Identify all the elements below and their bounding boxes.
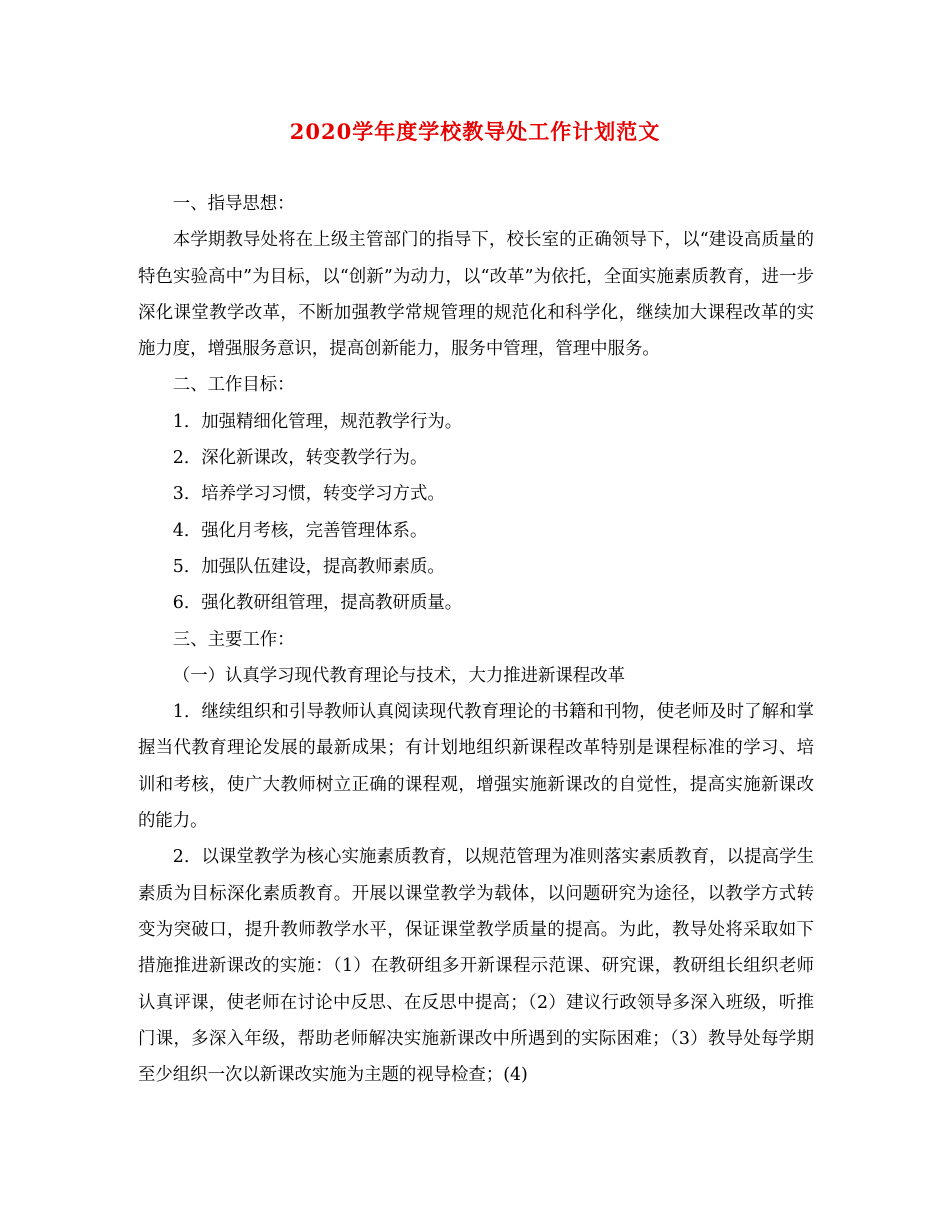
goal-item: 3．培养学习习惯，转变学习方式。 bbox=[172, 484, 445, 505]
section2-heading: 二、工作目标： bbox=[172, 375, 295, 396]
section1-paragraph: 本学期教导处将在上级主管部门的指导下，校长室的正确领导下，以“建设高质量的特色实验高中”为目标，以“创新”为动力，以“改革”为依托，全面实施素质教育，进一步深化课堂教学改革，不断加强教学常规管理的规范化和科学化，继续加大课程改革的实施力度，增强服务意识，提高创新能力，服务中管理，管理中服务。 bbox=[138, 230, 814, 360]
document-body bbox=[138, 186, 814, 1093]
subsection1-heading: （一）认真学习现代教育理论与技术，大力推进新课程改革 bbox=[172, 665, 625, 686]
section3-heading: 三、主要工作： bbox=[172, 629, 295, 650]
goal-item: 5．加强队伍建设，提高教师素质。 bbox=[172, 556, 445, 577]
work-item-2: 2．以课堂教学为核心实施素质教育，以规范管理为准则落实素质教育，以提高学生素质为目标深化素质教育。开展以课堂教学为载体，以问题研究为途径，以教学方式转变为突破口，提升教师教学水平，保证课堂教学质量的提高。为此，教导处将采取如下措施推进新课改的实施：（1）在教研组多开新课程示范课、研究课，教研组长组织老师认真评课，使老师在讨论中反思、在反思中提高；（2）建议行政领导多深入班级，听推门课，多深入年级，帮助老师解决实施新课改中所遇到的实际困难；（3）教导处每学期至少组织一次以新课改实施为主题的视导检查；(4) bbox=[138, 847, 814, 1086]
goal-item: 6．强化教研组管理，提高教研质量。 bbox=[172, 593, 463, 614]
document-title: 2020学年度学校教导处工作计划范文 bbox=[289, 119, 661, 144]
section1-heading: 一、指导思想： bbox=[172, 194, 295, 214]
goal-item: 2．深化新课改，转变教学行为。 bbox=[172, 448, 428, 469]
goal-item: 4．强化月考核，完善管理体系。 bbox=[172, 520, 428, 541]
goal-item: 1．加强精细化管理，规范教学行为。 bbox=[172, 411, 463, 432]
work-item-1: 1．继续组织和引导教师认真阅读现代教育理论的书籍和刊物，使老师及时了解和掌握当代教育理论发展的最新成果；有计划地组织新课程改革特别是课程标准的学习、培训和考核，使广大教师树立正确的课程观，增强实施新课改的自觉性，提高实施新课改的能力。 bbox=[138, 702, 814, 832]
